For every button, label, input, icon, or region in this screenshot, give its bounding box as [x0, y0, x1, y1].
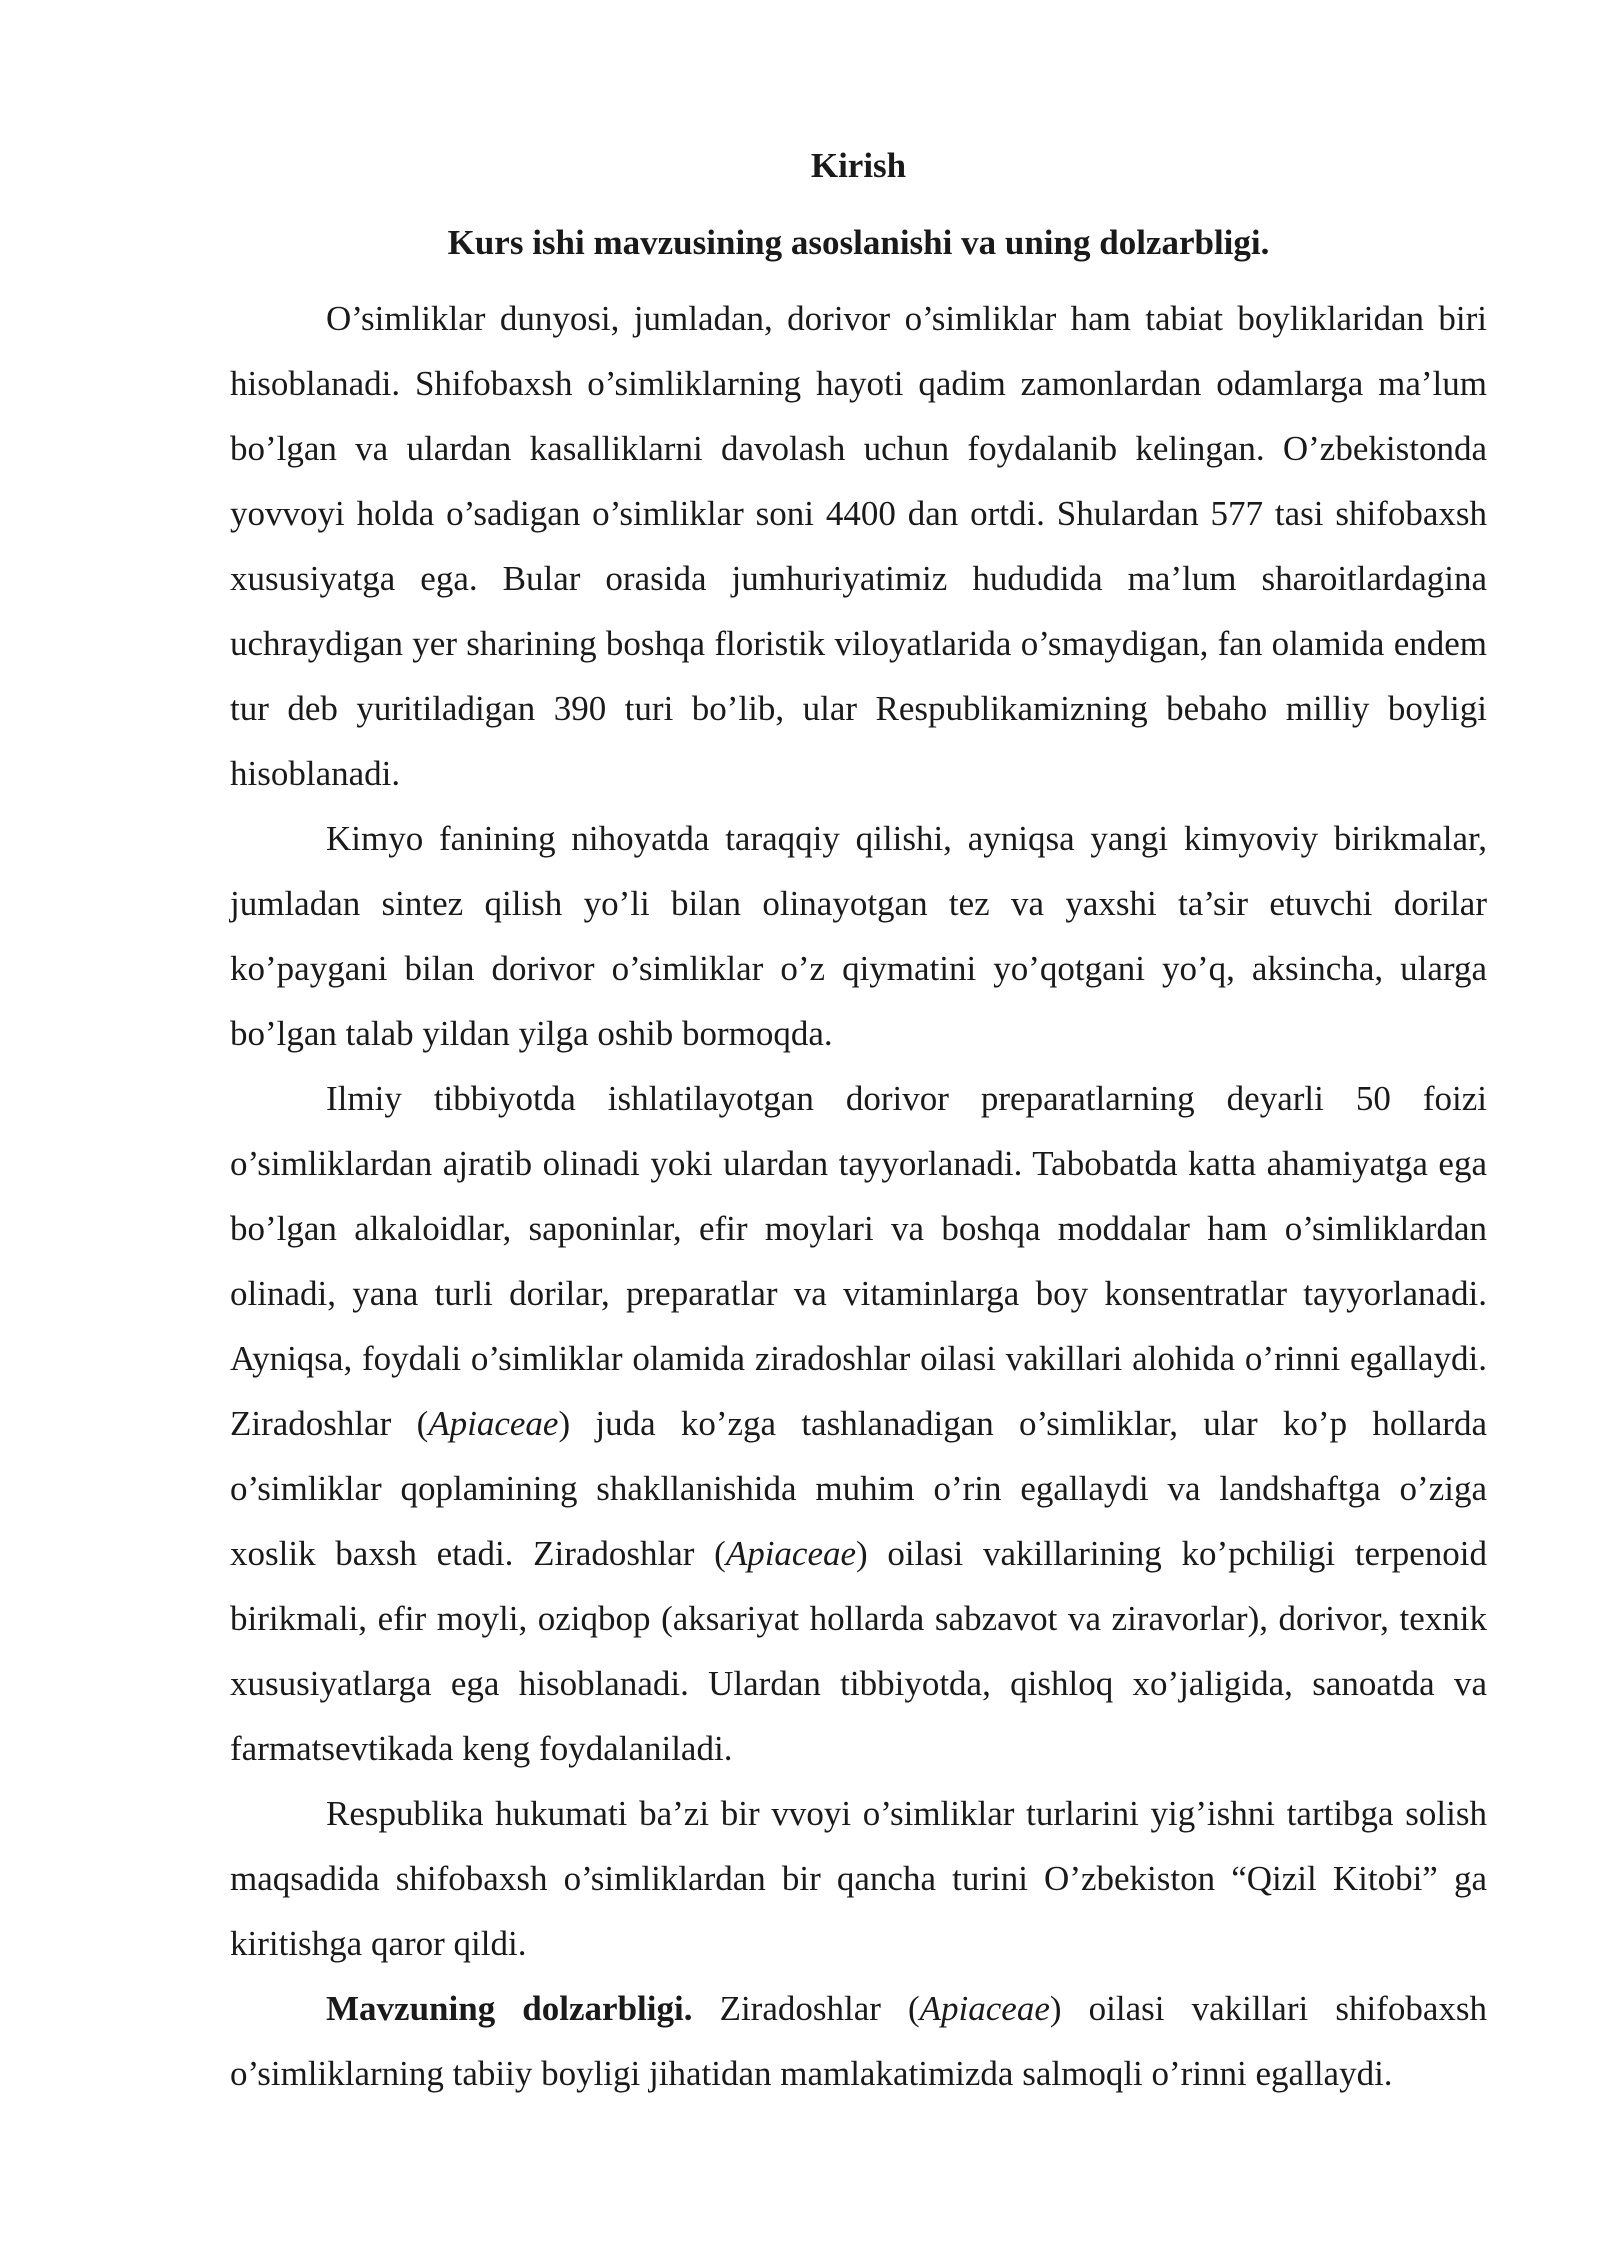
- paragraph-3-text-b: ) juda ko’zga tashlanadigan o’simliklar, ular ko’p hollarda o’simliklar qoplamining shakllanishida muhim o’rin egallaydi va landshaftga o’ziga xoslik baxsh etadi. Ziradoshlar (: [230, 1404, 1487, 1573]
- paragraph-4: Respublika hukumati ba’zi bir vvoyi o’simliklar turlarini yig’ishni tartibga solish maqsadida shifobaxsh o’simliklardan bir qancha turini O’zbekiston “Qizil Kitobi” ga kiritishga qaror qildi.: [230, 1794, 1487, 1963]
- paragraph-5-text-a: Ziradoshlar (: [692, 1989, 920, 2028]
- latin-family-name: Apiaceae: [725, 1534, 857, 1573]
- paragraph-5-text-b: ) oilasi vakillari shifobaxsh o’simliklarning tabiiy boyligi jihatidan mamlakatimizda salmoqli o’rinni egallaydi.: [230, 1989, 1487, 2093]
- latin-family-name: Apiaceae: [428, 1404, 559, 1443]
- paragraph-3-text-c: ) oilasi vakillarining ko’pchiligi terpenoid birikmali, efir moyli, oziqbop (aksariyat hollarda sabzavot va ziravorlar), dorivor, texnik xususiyatlarga ega hisoblanadi. Ulardan tibbiyotda, qishloq xo’jaligida, sanoatda va farmatsevtikada keng foydalaniladi.: [230, 1534, 1487, 1768]
- paragraph-3-text-a: Ilmiy tibbiyotda ishlatilayotgan dorivor preparatlarning deyarli 50 foizi o’simliklardan ajratib olinadi yoki ulardan tayyorlanadi. Tabobatda katta ahamiyatga ega bo’lgan alkaloidlar, saponinlar, efir moylari va boshqa moddalar ham o’simliklardan olinadi, yana turli dorilar, preparatlar va vitaminlarga boy konsentratlar tayyorlanadi. Ayniqsa, foydali o’simliklar olamida ziradoshlar oilasi vakillari alohida o’rinni egallaydi. Ziradoshlar (: [230, 1079, 1487, 1443]
- relevance-heading: Mavzuning dolzarbligi.: [326, 1989, 693, 2028]
- latin-family-name: Apiaceae: [919, 1989, 1050, 2028]
- section-subtitle: Kurs ishi mavzusining asoslanishi va uning dolzarbligi.: [447, 223, 1270, 262]
- paragraph-5: [230, 1976, 1487, 2106]
- paragraph-1: O’simliklar dunyosi, jumladan, dorivor o’simliklar ham tabiat boyliklaridan biri hisoblanadi. Shifobaxsh o’simliklarning hayoti qadim zamonlardan odamlarga ma’lum bo’lgan va ulardan kasalliklarni davolash uchun foydalanib kelingan. O’zbekistonda yovvoyi holda o’sadigan o’simliklar soni 4400 dan ortdi. Shulardan 577 tasi shifobaxsh xususiyatga ega. Bular orasida jumhuriyatimiz hududida ma’lum sharoitlardagina uchraydigan yer sharining boshqa floristik viloyatlarida o’smaydigan, fan olamida endem tur deb yuritiladigan 390 turi bo’lib, ular Respublikamizning bebaho milliy boyligi hisoblanadi.: [230, 299, 1487, 793]
- paragraph-2: Kimyo fanining nihoyatda taraqqiy qilishi, ayniqsa yangi kimyoviy birikmalar, jumladan sintez qilish yo’li bilan olinayotgan tez va yaxshi ta’sir etuvchi dorilar ko’paygani bilan dorivor o’simliklar o’z qiymatini yo’qotgani yo’q, aksincha, ularga bo’lgan talab yildan yilga oshib bormoqda.: [230, 819, 1487, 1053]
- document-body: [230, 148, 1487, 2106]
- page-title: Kirish: [810, 146, 907, 185]
- paragraph-3: [230, 1066, 1487, 1781]
